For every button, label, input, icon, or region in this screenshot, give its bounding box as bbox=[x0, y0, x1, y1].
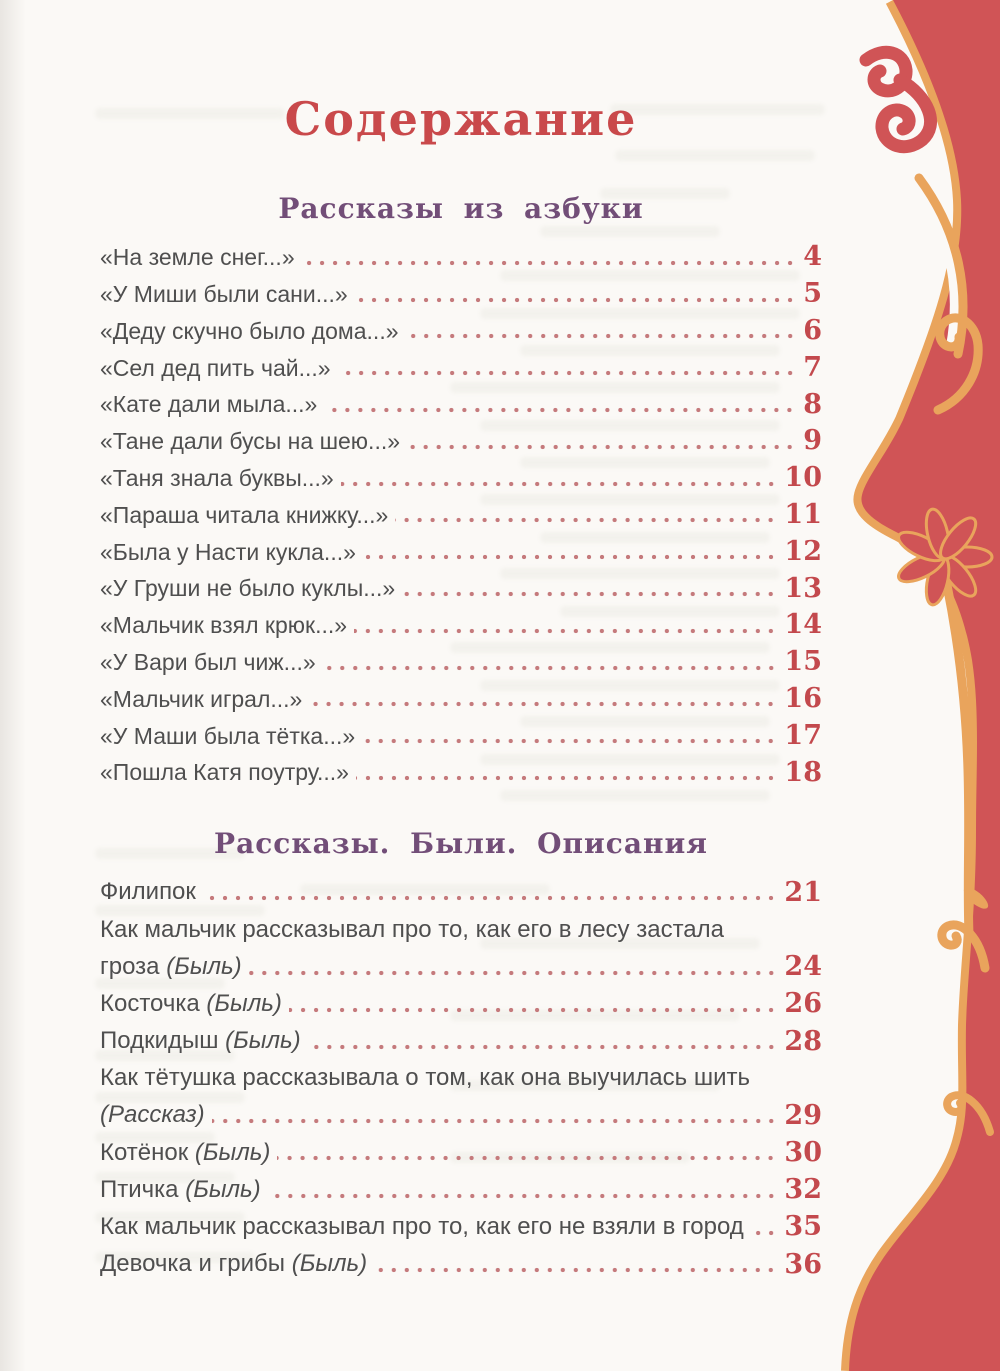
toc-list-rasskazy bbox=[100, 870, 822, 1279]
toc-entry-title: «Пошла Катя поутру...» bbox=[100, 759, 349, 786]
toc-entry-title: Косточка (Быль) bbox=[100, 989, 282, 1017]
toc-list-azbuka bbox=[100, 235, 822, 787]
toc-row bbox=[100, 982, 822, 1019]
toc-row bbox=[100, 1130, 822, 1167]
toc-row bbox=[100, 944, 822, 981]
toc-row bbox=[100, 345, 822, 382]
toc-row bbox=[100, 1242, 822, 1279]
toc-row bbox=[100, 235, 822, 272]
toc-leader-dots bbox=[324, 407, 800, 413]
toc-leader-dots bbox=[212, 1118, 782, 1124]
toc-row bbox=[100, 603, 822, 640]
toc-leader-dots bbox=[203, 895, 782, 901]
toc-page-number: 14 bbox=[784, 609, 822, 641]
toc-entry-title: «Параша читала книжку...» bbox=[100, 501, 389, 528]
toc-entry-genre: (Рассказ) bbox=[100, 1101, 205, 1129]
toc-entry-genre: (Быль) bbox=[159, 952, 242, 980]
toc-page-number: 17 bbox=[784, 719, 822, 751]
toc-page-number: 11 bbox=[784, 499, 822, 531]
toc-entry-title: Подкидыш (Быль) bbox=[100, 1027, 301, 1055]
toc-leader-dots bbox=[354, 628, 781, 634]
toc-leader-dots bbox=[395, 517, 781, 523]
toc-leader-dots bbox=[751, 1230, 782, 1236]
toc-section-azbuka bbox=[100, 192, 822, 787]
toc-entry-title: Как мальчик рассказывал про то, как его не взяли в город bbox=[100, 1213, 744, 1241]
toc-page-number: 9 bbox=[803, 425, 822, 457]
toc-entry-genre: (Быль) bbox=[285, 1250, 368, 1278]
toc-page-number: 30 bbox=[784, 1137, 822, 1169]
book-page-content bbox=[100, 0, 822, 1279]
toc-row bbox=[100, 529, 822, 566]
toc-leader-dots bbox=[356, 775, 781, 781]
toc-page-number: 16 bbox=[784, 683, 822, 715]
toc-entry-title: гроза (Быль) bbox=[100, 952, 242, 980]
toc-row bbox=[100, 456, 822, 493]
toc-leader-dots bbox=[249, 970, 782, 976]
toc-entry-title bbox=[100, 1101, 205, 1130]
toc-row bbox=[100, 272, 822, 309]
toc-entry-title: Филипок bbox=[100, 878, 196, 906]
toc-page-number: 26 bbox=[784, 988, 822, 1020]
toc-page-number: 13 bbox=[784, 572, 822, 604]
toc-row bbox=[100, 677, 822, 714]
toc-page-number: 8 bbox=[803, 388, 822, 420]
toc-row bbox=[100, 870, 822, 907]
toc-page-number: 4 bbox=[803, 241, 822, 273]
toc-leader-dots bbox=[338, 370, 801, 376]
toc-page-number: 10 bbox=[784, 462, 822, 494]
toc-page-number: 7 bbox=[803, 351, 822, 383]
toc-row bbox=[100, 1056, 822, 1093]
toc-entry-genre: (Быль) bbox=[188, 1138, 271, 1166]
toc-row bbox=[100, 1093, 822, 1130]
toc-entry-title: «Мальчик взял крюк...» bbox=[100, 612, 348, 639]
toc-entry-title: «Тане дали бусы на шею...» bbox=[100, 428, 401, 455]
toc-leader-dots bbox=[341, 481, 782, 487]
toc-row bbox=[100, 640, 822, 677]
toc-page-number: 35 bbox=[784, 1211, 822, 1243]
toc-leader-dots bbox=[277, 1155, 781, 1161]
toc-leader-dots bbox=[402, 591, 781, 597]
toc-page-number: 36 bbox=[784, 1248, 822, 1280]
toc-entry-title: «У Груши не было куклы...» bbox=[100, 575, 396, 602]
toc-leader-dots bbox=[289, 1007, 782, 1013]
toc-entry-title: «Таня знала буквы...» bbox=[100, 464, 334, 491]
toc-entry-title: Как тётушка рассказывала о том, как она выучилась шить bbox=[100, 1064, 750, 1092]
page-title: Содержание bbox=[284, 92, 638, 146]
toc-leader-dots bbox=[355, 297, 801, 303]
toc-leader-dots bbox=[309, 701, 781, 707]
toc-page-number: 6 bbox=[803, 315, 822, 347]
toc-row bbox=[100, 566, 822, 603]
toc-row bbox=[100, 493, 822, 530]
toc-entry-title: «На земле снег...» bbox=[100, 244, 295, 271]
toc-entry-title: «Деду скучно было дома...» bbox=[100, 317, 399, 344]
toc-page-number: 15 bbox=[784, 646, 822, 678]
toc-row bbox=[100, 419, 822, 456]
toc-leader-dots bbox=[363, 554, 782, 560]
toc-entry-title: Птичка (Быль) bbox=[100, 1175, 261, 1203]
toc-leader-dots bbox=[308, 1044, 782, 1050]
toc-section-rasskazy bbox=[100, 827, 822, 1279]
toc-leader-dots bbox=[302, 260, 801, 266]
toc-page-number: 12 bbox=[784, 535, 822, 567]
toc-entry-genre: (Быль) bbox=[199, 989, 282, 1017]
toc-page-number: 28 bbox=[784, 1025, 822, 1057]
section-heading-rasskazy: Рассказы. Были. Описания bbox=[214, 826, 708, 860]
toc-page-number: 21 bbox=[784, 876, 822, 908]
toc-row bbox=[100, 1167, 822, 1204]
toc-row bbox=[100, 309, 822, 346]
toc-leader-dots bbox=[406, 333, 801, 339]
toc-entry-title: «Кате дали мыла...» bbox=[100, 391, 318, 418]
toc-entry-title: «У Миши были сани...» bbox=[100, 281, 348, 307]
toc-row bbox=[100, 382, 822, 419]
toc-row bbox=[100, 713, 822, 750]
toc-page-number: 32 bbox=[784, 1174, 822, 1206]
toc-row bbox=[100, 1205, 822, 1242]
toc-leader-dots bbox=[362, 738, 781, 744]
toc-entry-title: «У Маши была тётка...» bbox=[100, 722, 356, 749]
toc-leader-dots bbox=[407, 444, 800, 450]
toc-entry-title: Девочка и грибы (Быль) bbox=[100, 1250, 368, 1278]
toc-entry-title: «Сел дед пить чай...» bbox=[100, 354, 331, 381]
toc-row bbox=[100, 750, 822, 787]
toc-leader-dots bbox=[268, 1193, 782, 1199]
toc-entry-title: Котёнок (Быль) bbox=[100, 1138, 271, 1166]
toc-entry-genre: (Быль) bbox=[218, 1027, 301, 1055]
toc-leader-dots bbox=[374, 1267, 781, 1273]
toc-page-number: 29 bbox=[784, 1099, 822, 1131]
toc-entry-genre: (Быль) bbox=[178, 1175, 261, 1203]
toc-page-number: 5 bbox=[803, 278, 822, 310]
toc-row bbox=[100, 907, 822, 944]
toc-entry-title: Как мальчик рассказывал про то, как его в лесу застала bbox=[100, 915, 724, 943]
toc-entry-title: «Мальчик играл...» bbox=[100, 685, 303, 712]
toc-leader-dots bbox=[323, 665, 782, 671]
toc-entry-title: «У Вари был чиж...» bbox=[100, 648, 316, 675]
toc-page-number: 24 bbox=[784, 951, 822, 983]
toc-entry-title: «Была у Насти кукла...» bbox=[100, 538, 356, 565]
section-heading-azbuka: Рассказы из азбуки bbox=[278, 192, 644, 225]
toc-page-number: 18 bbox=[784, 756, 822, 788]
toc-row bbox=[100, 1019, 822, 1056]
